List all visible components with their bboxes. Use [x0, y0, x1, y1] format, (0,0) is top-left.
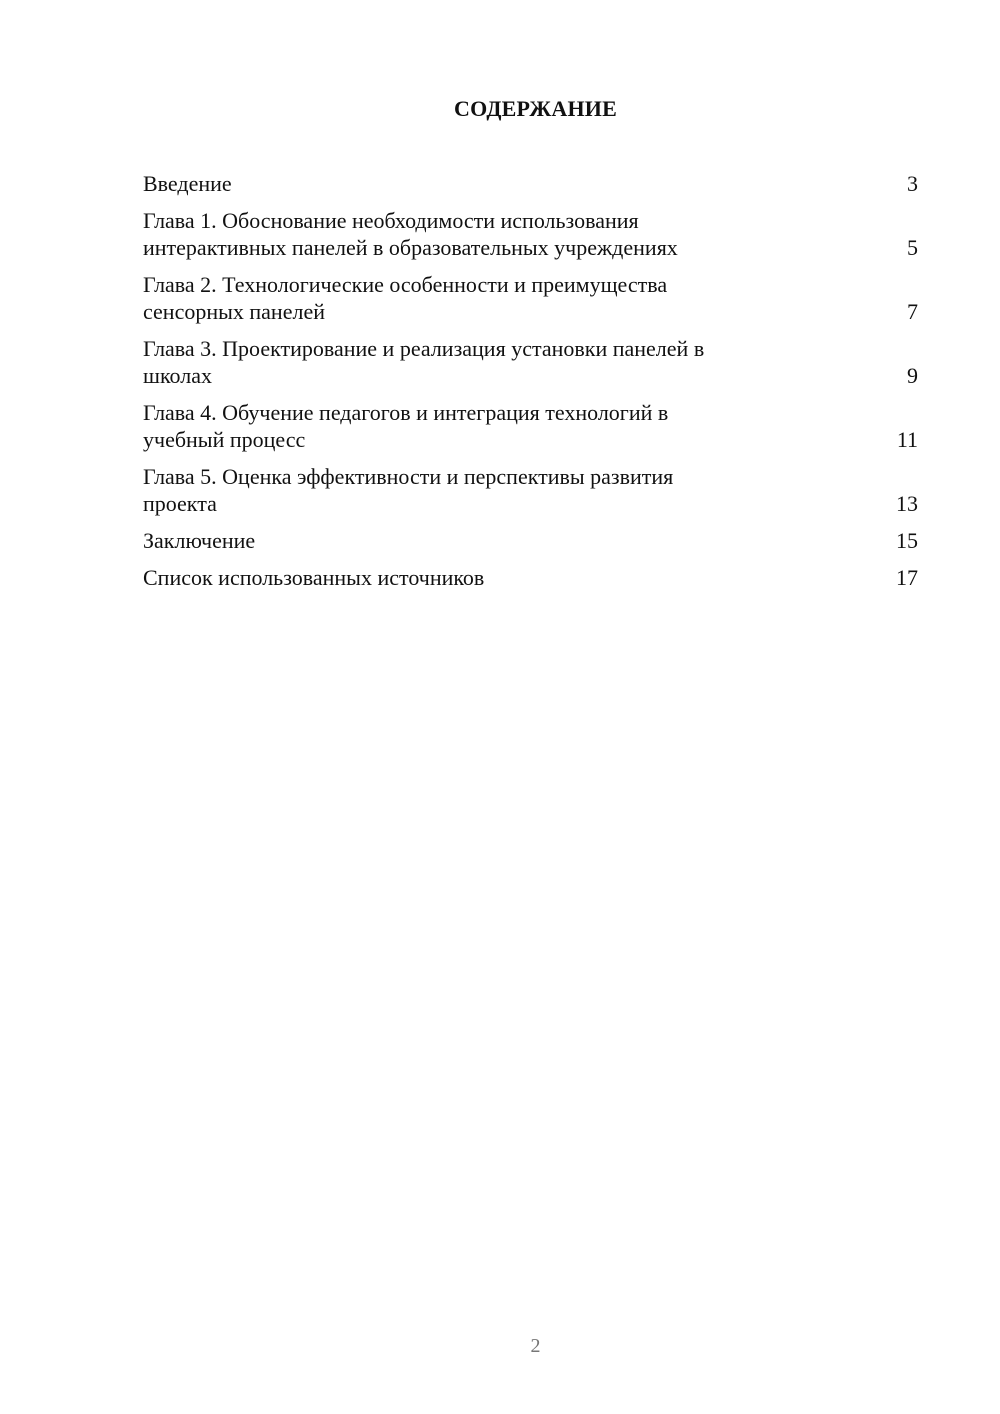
toc-entry-chapter-2 [143, 271, 918, 325]
toc-title: СОДЕРЖАНИЕ [454, 96, 617, 121]
toc-entry-line: Введение [143, 171, 232, 196]
toc-entry-chapter-3 [143, 335, 918, 389]
toc-entry-line: Глава 5. Оценка эффективности и перспективы развития [143, 464, 674, 489]
toc-entry-line: учебный процесс [143, 427, 306, 452]
toc-entry-line: интерактивных панелей в образовательных учреждениях [143, 235, 678, 260]
toc-entry-line: проекта [143, 491, 217, 516]
toc-entry-page: 13 [896, 491, 918, 516]
page-number: 2 [530, 1335, 541, 1357]
toc-entry-line: Глава 3. Проектирование и реализация установки панелей в [143, 336, 705, 361]
toc-entry-page: 3 [907, 171, 918, 196]
toc-entry-label [143, 170, 907, 197]
toc-entry-line: Глава 4. Обучение педагогов и интеграция технологий в [143, 400, 669, 425]
toc-entry-label [143, 463, 896, 517]
toc-entry-label [143, 399, 897, 453]
toc-entry-line: Глава 1. Обоснование необходимости использования [143, 208, 639, 233]
toc-entry-page: 9 [907, 363, 918, 388]
toc-entry-references [143, 564, 918, 591]
toc-entry-label [143, 271, 907, 325]
toc-entry-label [143, 564, 896, 591]
toc-entry-page: 15 [896, 528, 918, 553]
toc-entry-line: Список использованных источников [143, 565, 485, 590]
toc-entry-page: 5 [907, 235, 918, 260]
toc-entry-line: сенсорных панелей [143, 299, 325, 324]
toc-entry-conclusion [143, 527, 918, 554]
toc-entry-chapter-4 [143, 399, 918, 453]
toc-entry-line: Глава 2. Технологические особенности и преимущества [143, 272, 668, 297]
toc-entry-page: 11 [896, 427, 918, 452]
toc-entry-label [143, 335, 907, 389]
toc-entry-line: школах [143, 363, 212, 388]
table-of-contents [143, 170, 918, 601]
toc-entry-line: Заключение [143, 528, 256, 553]
toc-entry-label [143, 207, 907, 261]
toc-entry-introduction [143, 170, 918, 197]
toc-entry-chapter-5 [143, 463, 918, 517]
toc-entry-chapter-1 [143, 207, 918, 261]
toc-entry-page: 7 [907, 299, 918, 324]
toc-entry-page: 17 [896, 565, 918, 590]
toc-entry-label [143, 527, 896, 554]
